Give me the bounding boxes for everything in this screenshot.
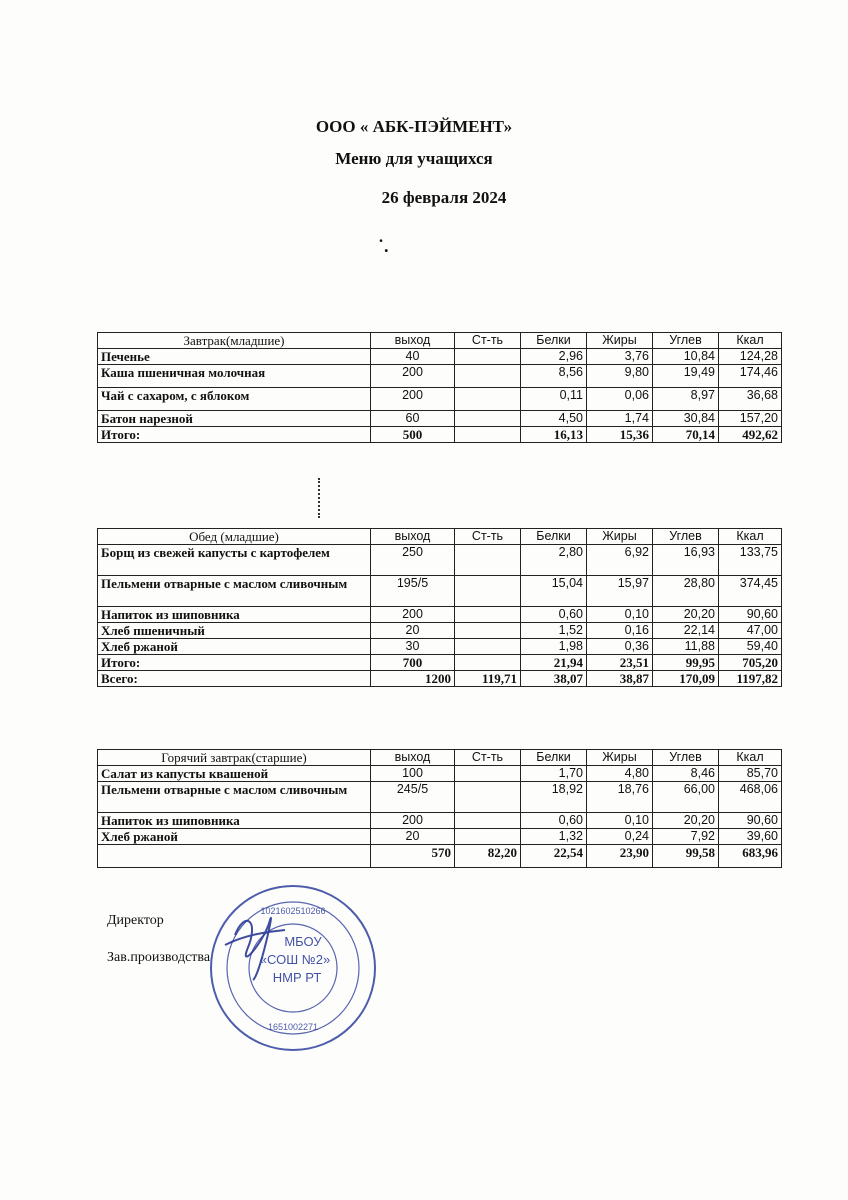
dish-cost <box>455 576 521 607</box>
table-row <box>98 639 782 655</box>
dish-carbs: 66,00 <box>653 782 719 813</box>
table-row <box>98 545 782 576</box>
col-proteins: Белки <box>521 750 587 766</box>
dish-cost <box>455 782 521 813</box>
total-label <box>98 845 371 868</box>
page-title: Меню для учащихся <box>335 149 493 168</box>
dish-output: 195/5 <box>371 576 455 607</box>
dish-fats: 3,76 <box>587 349 653 365</box>
dish-carbs: 20,20 <box>653 607 719 623</box>
dish-name: Напиток из шиповника <box>98 813 371 829</box>
total-row <box>98 845 782 868</box>
table-row <box>98 829 782 845</box>
total-fats: 15,36 <box>587 427 653 443</box>
table-row <box>98 813 782 829</box>
grand-total-output: 1200 <box>371 671 455 687</box>
dish-proteins: 0,60 <box>521 607 587 623</box>
col-fats: Жиры <box>587 529 653 545</box>
dish-proteins: 2,96 <box>521 349 587 365</box>
total-cost: 82,20 <box>455 845 521 868</box>
dish-output: 200 <box>371 813 455 829</box>
menu-date: 26 февраля 2024 <box>381 188 507 207</box>
col-cost: Ст-ть <box>455 529 521 545</box>
dish-fats: 6,92 <box>587 545 653 576</box>
col-proteins: Белки <box>521 529 587 545</box>
dish-name: Чай с сахаром, с яблоком <box>98 388 371 411</box>
col-kcal: Ккал <box>719 333 782 349</box>
col-proteins: Белки <box>521 333 587 349</box>
total-cost <box>455 427 521 443</box>
dish-cost <box>455 365 521 388</box>
stamp-line-1: МБОУ <box>284 934 322 949</box>
table-heading: Завтрак(младшие) <box>98 333 371 349</box>
dish-output: 200 <box>371 607 455 623</box>
dish-carbs: 11,88 <box>653 639 719 655</box>
dish-carbs: 7,92 <box>653 829 719 845</box>
dish-kcal: 468,06 <box>719 782 782 813</box>
dish-proteins: 1,70 <box>521 766 587 782</box>
dish-carbs: 22,14 <box>653 623 719 639</box>
total-proteins: 22,54 <box>521 845 587 868</box>
col-fats: Жиры <box>587 750 653 766</box>
total-label: Итого: <box>98 427 371 443</box>
total-kcal: 683,96 <box>719 845 782 868</box>
dish-carbs: 10,84 <box>653 349 719 365</box>
table-row <box>98 349 782 365</box>
total-fats: 23,51 <box>587 655 653 671</box>
dish-output: 200 <box>371 365 455 388</box>
table-row <box>98 766 782 782</box>
table-header-row <box>98 529 782 545</box>
dish-cost <box>455 623 521 639</box>
col-carbs: Углев <box>653 529 719 545</box>
production-manager-label: Зав.производства <box>107 950 211 965</box>
dish-fats: 0,06 <box>587 388 653 411</box>
table-heading: Обед (младшие) <box>98 529 371 545</box>
dish-proteins: 18,92 <box>521 782 587 813</box>
dish-proteins: 1,98 <box>521 639 587 655</box>
dish-name: Печенье <box>98 349 371 365</box>
total-row <box>98 655 782 671</box>
dish-fats: 15,97 <box>587 576 653 607</box>
organization-name: ООО « АБК-ПЭЙМЕНТ» <box>315 117 513 136</box>
scan-speck: ˙. <box>378 236 389 256</box>
scan-mark <box>318 478 322 518</box>
hot-breakfast-senior-table <box>97 749 782 868</box>
dish-output: 245/5 <box>371 782 455 813</box>
table-row <box>98 623 782 639</box>
grand-total-proteins: 38,07 <box>521 671 587 687</box>
dish-kcal: 174,46 <box>719 365 782 388</box>
col-cost: Ст-ть <box>455 750 521 766</box>
total-cost <box>455 655 521 671</box>
grand-total-label: Всего: <box>98 671 371 687</box>
dish-cost <box>455 545 521 576</box>
total-carbs: 99,58 <box>653 845 719 868</box>
table-row <box>98 782 782 813</box>
dish-name: Каша пшеничная молочная <box>98 365 371 388</box>
col-cost: Ст-ть <box>455 333 521 349</box>
total-kcal: 492,62 <box>719 427 782 443</box>
total-carbs: 99,95 <box>653 655 719 671</box>
dish-kcal: 47,00 <box>719 623 782 639</box>
total-proteins: 16,13 <box>521 427 587 443</box>
table-header-row <box>98 333 782 349</box>
dish-cost <box>455 766 521 782</box>
dish-fats: 0,24 <box>587 829 653 845</box>
dish-kcal: 90,60 <box>719 607 782 623</box>
dish-cost <box>455 607 521 623</box>
col-output: выход <box>371 529 455 545</box>
dish-name: Батон нарезной <box>98 411 371 427</box>
dish-name: Салат из капусты квашеной <box>98 766 371 782</box>
dish-output: 40 <box>371 349 455 365</box>
dish-proteins: 4,50 <box>521 411 587 427</box>
total-proteins: 21,94 <box>521 655 587 671</box>
dish-output: 20 <box>371 623 455 639</box>
col-carbs: Углев <box>653 750 719 766</box>
dish-cost <box>455 349 521 365</box>
dish-fats: 1,74 <box>587 411 653 427</box>
dish-name: Пельмени отварные с маслом сливочным <box>98 782 371 813</box>
dish-kcal: 133,75 <box>719 545 782 576</box>
table-row <box>98 388 782 411</box>
dish-carbs: 20,20 <box>653 813 719 829</box>
dish-cost <box>455 411 521 427</box>
dish-output: 20 <box>371 829 455 845</box>
dish-proteins: 0,11 <box>521 388 587 411</box>
col-output: выход <box>371 750 455 766</box>
stamp-line-3: НМР РТ <box>272 970 322 985</box>
dish-kcal: 59,40 <box>719 639 782 655</box>
col-output: выход <box>371 333 455 349</box>
dish-kcal: 39,60 <box>719 829 782 845</box>
total-row <box>98 427 782 443</box>
dish-carbs: 19,49 <box>653 365 719 388</box>
grand-total-row <box>98 671 782 687</box>
grand-total-cost: 119,71 <box>455 671 521 687</box>
dish-fats: 0,10 <box>587 607 653 623</box>
total-label: Итого: <box>98 655 371 671</box>
stamp-line-2: «СОШ №2» <box>259 952 331 967</box>
total-carbs: 70,14 <box>653 427 719 443</box>
dish-cost <box>455 639 521 655</box>
dish-output: 100 <box>371 766 455 782</box>
table-row <box>98 411 782 427</box>
table-heading: Горячий завтрак(старшие) <box>98 750 371 766</box>
dish-proteins: 1,32 <box>521 829 587 845</box>
dish-cost <box>455 388 521 411</box>
dish-proteins: 2,80 <box>521 545 587 576</box>
lunch-junior-table <box>97 528 782 687</box>
dish-name: Напиток из шиповника <box>98 607 371 623</box>
dish-name: Хлеб ржаной <box>98 639 371 655</box>
dish-kcal: 36,68 <box>719 388 782 411</box>
col-fats: Жиры <box>587 333 653 349</box>
dish-proteins: 1,52 <box>521 623 587 639</box>
dish-output: 30 <box>371 639 455 655</box>
dish-fats: 9,80 <box>587 365 653 388</box>
dish-carbs: 30,84 <box>653 411 719 427</box>
dish-fats: 0,36 <box>587 639 653 655</box>
col-kcal: Ккал <box>719 750 782 766</box>
total-kcal: 705,20 <box>719 655 782 671</box>
dish-fats: 0,10 <box>587 813 653 829</box>
dish-kcal: 374,45 <box>719 576 782 607</box>
dish-output: 250 <box>371 545 455 576</box>
dish-kcal: 157,20 <box>719 411 782 427</box>
col-carbs: Углев <box>653 333 719 349</box>
dish-carbs: 8,46 <box>653 766 719 782</box>
dish-name: Хлеб пшеничный <box>98 623 371 639</box>
total-output: 700 <box>371 655 455 671</box>
dish-carbs: 16,93 <box>653 545 719 576</box>
stamp-number-top: 1021602510266 <box>260 906 326 916</box>
table-row <box>98 365 782 388</box>
school-stamp <box>205 880 380 1055</box>
total-fats: 23,90 <box>587 845 653 868</box>
dish-fats: 4,80 <box>587 766 653 782</box>
grand-total-fats: 38,87 <box>587 671 653 687</box>
stamp-number-bottom: 1651002271 <box>267 1022 319 1032</box>
dish-carbs: 8,97 <box>653 388 719 411</box>
dish-output: 60 <box>371 411 455 427</box>
col-kcal: Ккал <box>719 529 782 545</box>
dish-proteins: 15,04 <box>521 576 587 607</box>
total-output: 570 <box>371 845 455 868</box>
total-output: 500 <box>371 427 455 443</box>
table-row <box>98 576 782 607</box>
dish-kcal: 90,60 <box>719 813 782 829</box>
dish-name: Борщ из свежей капусты с картофелем <box>98 545 371 576</box>
grand-total-carbs: 170,09 <box>653 671 719 687</box>
dish-cost <box>455 829 521 845</box>
table-row <box>98 607 782 623</box>
dish-name: Хлеб ржаной <box>98 829 371 845</box>
table-header-row <box>98 750 782 766</box>
dish-fats: 18,76 <box>587 782 653 813</box>
dish-cost <box>455 813 521 829</box>
dish-proteins: 0,60 <box>521 813 587 829</box>
dish-proteins: 8,56 <box>521 365 587 388</box>
grand-total-kcal: 1197,82 <box>719 671 782 687</box>
dish-output: 200 <box>371 388 455 411</box>
dish-kcal: 85,70 <box>719 766 782 782</box>
dish-carbs: 28,80 <box>653 576 719 607</box>
dish-kcal: 124,28 <box>719 349 782 365</box>
dish-name: Пельмени отварные с маслом сливочным <box>98 576 371 607</box>
breakfast-junior-table <box>97 332 782 443</box>
dish-fats: 0,16 <box>587 623 653 639</box>
director-label: Директор <box>107 913 164 928</box>
